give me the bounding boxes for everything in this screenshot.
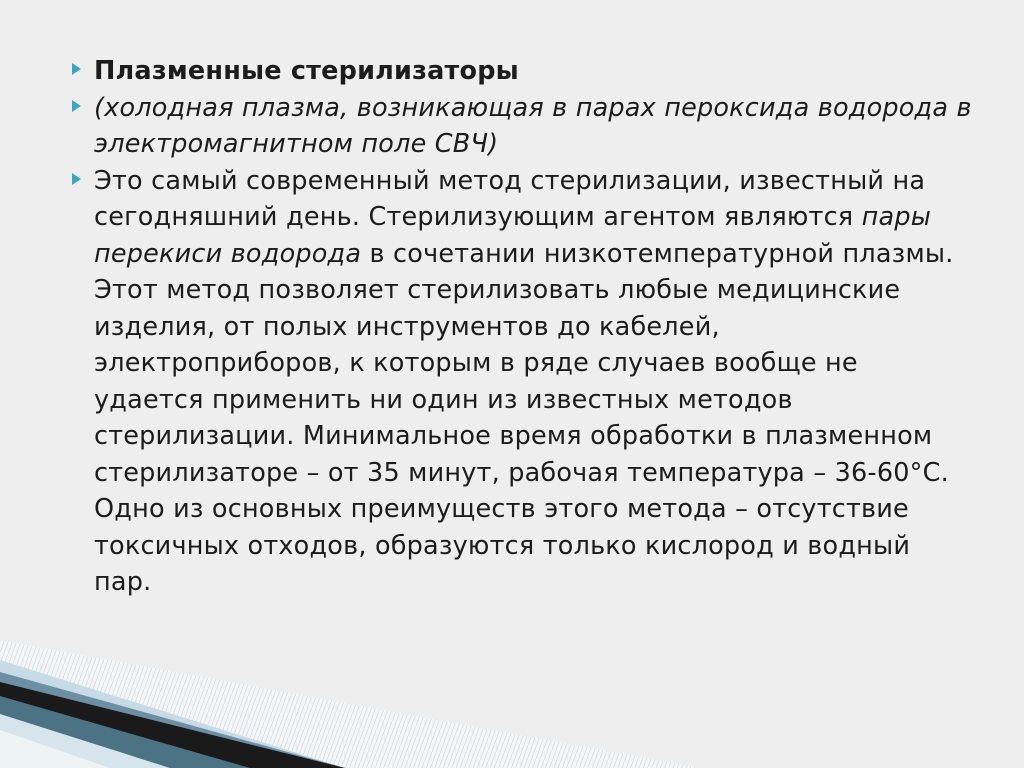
bullet-item-body [72, 163, 972, 601]
body-text-part-2: в сочетании низкотемпературной плазмы. Этот метод позволяет стерилизовать любые медицинские изделия, от полых инструментов до кабелей, электроприборов, к которым в ряде случаев вообще не удается применить ни один из известных методов стерилизации. Минимальное время обработки в плазменном стерилизаторе – от 35 минут, рабочая температура – 36-60°С. Одно из основных преимуществ этого метода – отсутствие токсичных отходов, образуются только кислород и водный пар. [94, 238, 954, 597]
triangle-bullet-icon [72, 173, 81, 185]
slide-title: Плазменные стерилизаторы [94, 56, 519, 86]
triangle-bullet-icon [72, 100, 81, 112]
body-text-italic: пары перекиси водорода [94, 202, 932, 269]
corner-stripes-decoration [0, 640, 700, 768]
slide-content [72, 53, 972, 601]
bullet-item-subtitle [72, 90, 972, 163]
body-text-part-1: Это самый современный метод стерилизации, известный на сегодняшний день. Стерилизующим агентом являются [94, 165, 926, 232]
bullet-item-title [72, 53, 972, 90]
slide-subtitle: (холодная плазма, возникающая в парах пероксида водорода в электромагнитном поле СВЧ) [94, 92, 972, 159]
triangle-bullet-icon [72, 63, 81, 75]
